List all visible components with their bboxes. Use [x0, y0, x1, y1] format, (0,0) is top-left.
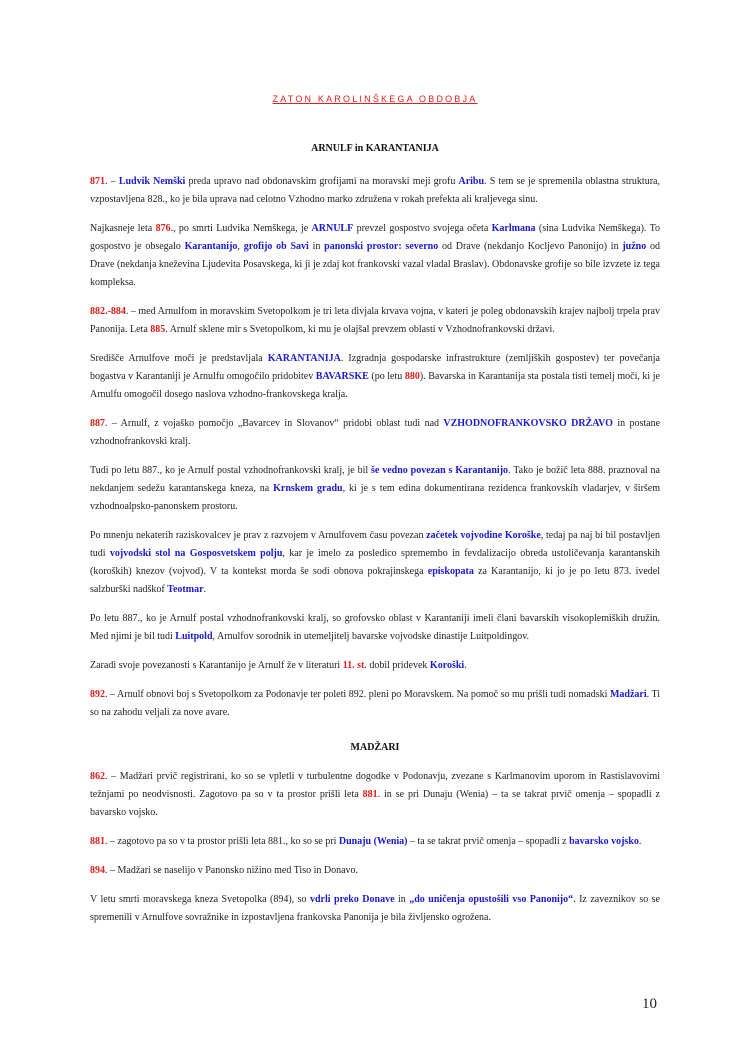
term-highlight: episkopata: [427, 566, 474, 577]
term-highlight: Madžari: [609, 689, 647, 700]
text-run: (sina Ludvika Nemškega). To gospostvo je obsegalo: [90, 223, 660, 252]
section-heading-madzari: MADŽARI: [350, 742, 400, 753]
paragraph: [90, 610, 660, 646]
text-run: Po letu 887., ko je Arnulf postal vzhodnofrankovski kralj, so grofovsko oblast v Karantaniji imeli člani bavarskih visokoplemiških družin. Med njimi je bil tudi: [90, 613, 660, 642]
text-run: , kar je imelo za posledico spremembo in fevdalizacijo obreda ustoličevanja karantanskih (koroških) knezov (vojvod). V ta kontekst morda še sodi obnova pokrajinskega: [90, 548, 660, 577]
term-highlight: bavarsko vojsko: [569, 836, 639, 847]
paragraph: [90, 303, 660, 339]
date-highlight: 880: [404, 371, 420, 382]
paragraph: [90, 350, 660, 404]
date-highlight: 882.-884: [90, 306, 126, 317]
date-highlight: 871: [90, 176, 105, 187]
text-run: . –: [105, 176, 119, 187]
text-run: Tudi po letu 887., ko je Arnulf postal vzhodnofrankovski kralj, je bil: [90, 465, 371, 476]
paragraph: [90, 768, 660, 822]
section-madzari-body: [90, 768, 660, 938]
text-run: V letu smrti moravskega kneza Svetopolka (894), so: [90, 894, 310, 905]
term-highlight: Teotmar: [167, 584, 204, 595]
term-highlight: južno: [622, 241, 647, 252]
text-run: . – zagotovo pa so v ta prostor prišli leta 881., ko so se pri: [105, 836, 339, 847]
text-run: . Izgradnja gospodarske infrastrukture (zemljiških gospostev) ter povečanja bogastva v Karantaniji je Arnulfu omogočilo pridobitev: [90, 353, 660, 382]
term-highlight: vdrli preko Donave: [309, 894, 395, 905]
date-highlight: 887: [90, 418, 105, 429]
text-run: . – Madžari prvič registrirani, ko so se vpletli v turbulentne dogodke v Podonavju, zvezane s Karlmanovim uporom in Rastislavovimi težnjami po neodvisnosti. Zagotovo pa so v ta prostor prišli leta: [90, 771, 660, 800]
paragraph: [90, 657, 660, 675]
text-run: .: [638, 836, 642, 847]
term-highlight: panonski prostor: severno: [324, 241, 439, 252]
term-highlight: Luitpold: [175, 631, 213, 642]
term-highlight: Krnskem gradu: [273, 483, 343, 494]
date-highlight: 11. st: [342, 660, 365, 671]
date-highlight: 892: [90, 689, 105, 700]
paragraph: [90, 415, 660, 451]
text-run: . in se pri Dunaju (Wenia) – ta se takrat prvič omenja – spopadli z bavarsko vojsko.: [90, 789, 660, 818]
date-highlight: 881: [90, 836, 105, 847]
text-run: . – med Arnulfom in moravskim Svetopolkom je tri leta divjala krvava vojna, v kateri je poleg obdonavskih krajev najbolj trpela prav Panonija. Leta: [90, 306, 660, 335]
text-run: , tedaj pa naj bi bil postavljen tudi: [90, 530, 660, 559]
text-run: . Arnulf sklene mir s Svetopolkom, ki mu je olajšal prevzem oblasti v Vzhodnofrankovski državi.: [165, 324, 555, 335]
text-run: Po mnenju nekaterih raziskovalcev je prav z razvojem v Arnulfovem času povezan: [90, 530, 427, 541]
text-run: . Tako je božič leta 888. praznoval na nekdanjem sedežu karantanskega kneza, na: [90, 465, 660, 494]
date-highlight: 885: [150, 324, 166, 335]
text-run: . – Madžari se naselijo v Panonsko nižino med Tiso in Donavo.: [105, 865, 359, 876]
section-heading-arnulf: ARNULF in KARANTANIJA: [311, 143, 439, 154]
term-highlight: KARANTANIJA: [267, 353, 341, 364]
date-highlight: 862: [90, 771, 105, 782]
text-run: . dobil pridevek: [364, 660, 430, 671]
term-highlight: Koroški: [429, 660, 465, 671]
paragraph: [90, 891, 660, 927]
paragraph: [90, 462, 660, 516]
text-run: , Arnulfov sorodnik in utemeljitelj bavarske vojvodske dinastije Luitpoldingov.: [212, 631, 530, 642]
text-run: ,: [237, 241, 244, 252]
paragraph: [90, 527, 660, 599]
term-highlight: Ludvik Nemški: [118, 176, 186, 187]
date-highlight: 894: [90, 865, 105, 876]
date-highlight: 876: [155, 223, 171, 234]
paragraph: [90, 173, 660, 209]
text-run: in postane vzhodnofrankovski kralj.: [90, 418, 661, 447]
text-run: in: [308, 241, 325, 252]
term-highlight: grofijo ob Savi: [243, 241, 309, 252]
text-run: .: [464, 660, 467, 671]
text-run: . Ti so na zahodu veljali za nove avare.: [90, 689, 661, 718]
term-highlight: BAVARSKE: [315, 371, 369, 382]
term-highlight: še vedno povezan s Karantanijo: [371, 465, 509, 476]
term-highlight: ARNULF: [311, 223, 354, 234]
text-run: ., po smrti Ludvika Nemškega, je: [170, 223, 312, 234]
text-run: , ki je s tem edina dokumentirana rezidenca frankovskih vladarjev, v širšem vzhodnoalpsko-panonskem prostoru.: [90, 483, 661, 512]
term-highlight: začetek vojvodine Koroške: [426, 530, 541, 541]
date-highlight: 881: [362, 789, 378, 800]
text-run: prevzel gospostvo svojega očeta: [353, 223, 492, 234]
section-arnulf-body: [90, 173, 660, 733]
term-highlight: Karlmana: [491, 223, 536, 234]
text-run: od Drave (nekdanja kneževina Ljudevita Posavskega, ki ji je zdaj kot frankovski vazal vladal Braslav). Obdonavske grofije so bile izvzete iz tega kompleksa.: [90, 241, 661, 288]
text-run: Središče Arnulfove moči je predstavljala: [90, 353, 268, 364]
paragraph: [90, 220, 660, 292]
text-run: . – Arnulf, z vojaško pomočjo „Bavarcev in Slovanov“ pridobi oblast tudi nad: [105, 418, 444, 429]
text-run: .: [203, 584, 207, 595]
page-title: ZATON KAROLINŠKEGA OBDOBJA: [272, 94, 478, 104]
term-highlight: Dunaju (Wenia): [338, 836, 408, 847]
text-run: za Karantanijo, ki jo je po letu 873. ivedel salzburški nadškof: [90, 566, 660, 595]
text-run: . Iz zaveznikov so se spremenili v Arnulfove sovražnike in izpostavljena frankovska Panonija je bila življensko ogrožena.: [90, 894, 660, 923]
term-highlight: vojvodski stol na Gosposvetskem polju: [109, 548, 283, 559]
text-run: . – Arnulf obnovi boj s Svetopolkom za Podonavje ter poleti 892. pleni po Moravskem. Na pomoč so mu prišli tudi nomadski: [105, 689, 610, 700]
term-highlight: VZHODNOFRANKOVSKO DRŽAVO: [443, 418, 613, 429]
text-run: preda upravo nad obdonavskim grofijami na moravski meji grofu: [185, 176, 459, 187]
term-highlight: Aribu: [458, 176, 485, 187]
paragraph: [90, 686, 660, 722]
text-run: od Drave (nekdanjo Kocljevo Panonijo) in: [438, 241, 623, 252]
text-run: . S tem se je spremenila oblastna struktura, vzpostavljena 828., ko je bila uprava nad celotno Vzhodno marko združena v rokah prefekta ali kraljevega sinu.: [90, 176, 660, 205]
text-run: (po letu: [368, 371, 405, 382]
page-number: 10: [642, 996, 657, 1012]
paragraph: [90, 833, 660, 851]
text-run: in: [394, 894, 410, 905]
paragraph: [90, 862, 660, 880]
text-run: – ta se takrat prvič omenja – spopadli z: [407, 836, 570, 847]
text-run: Zaradi svoje povezanosti s Karantanijo je Arnulf že v literaturi: [90, 660, 343, 671]
text-run: ). Bavarska in Karantanija sta postala tisti temelj moči, ki je Arnulfu omogočil dosego naslova vzhodno-frankovskega kralja.: [90, 371, 660, 400]
text-run: Najkasneje leta: [90, 223, 156, 234]
term-highlight: Karantanijo: [184, 241, 238, 252]
term-highlight: „do uničenja opustošili vso Panonijo“: [409, 894, 574, 905]
